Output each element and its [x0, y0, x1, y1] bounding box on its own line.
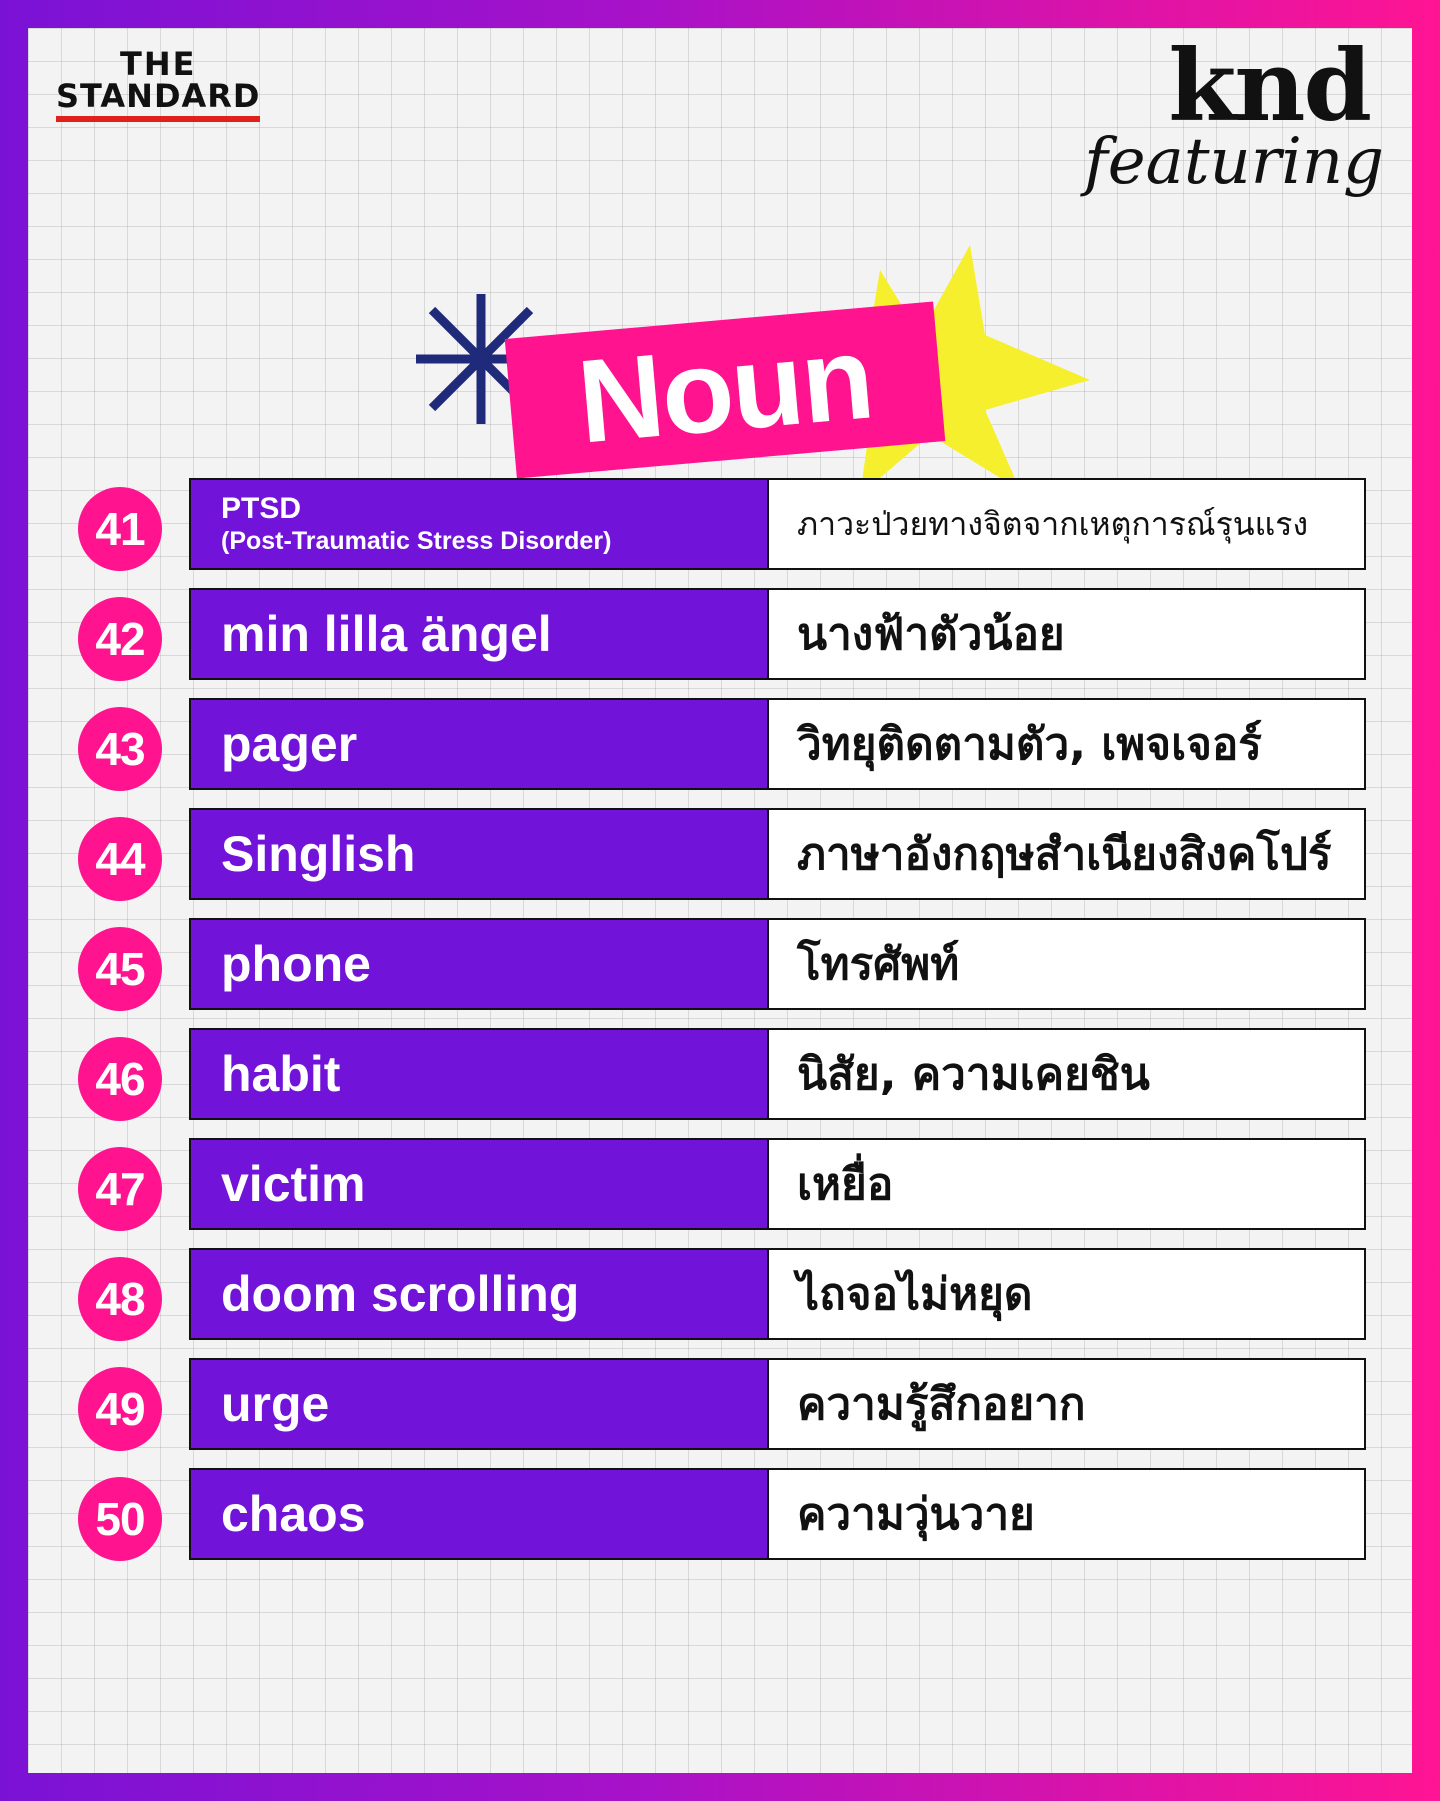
- english-term: doom scrolling: [189, 1248, 767, 1340]
- english-term: min lilla ängel: [189, 588, 767, 680]
- featuring-script: featuring: [1084, 125, 1384, 199]
- vocab-row-46: [0, 1028, 1440, 1124]
- vocab-row-50: [0, 1468, 1440, 1564]
- row-number: 46: [78, 1037, 162, 1121]
- vocab-row-42: [0, 588, 1440, 684]
- row-number: 49: [78, 1367, 162, 1451]
- noun-heading-text: Noun: [573, 311, 877, 469]
- thai-translation: เหยื่อ: [767, 1138, 1366, 1230]
- row-number: 41: [78, 487, 162, 571]
- english-term: victim: [189, 1138, 767, 1230]
- logo-underline: [56, 116, 260, 122]
- thai-translation: ความวุ่นวาย: [767, 1468, 1366, 1560]
- logo-line-2: STANDARD: [56, 77, 261, 115]
- thai-translation: ไถจอไม่หยุด: [767, 1248, 1366, 1340]
- row-number: 44: [78, 817, 162, 901]
- english-term: habit: [189, 1028, 767, 1120]
- row-number: 48: [78, 1257, 162, 1341]
- logo-line-1: THE: [120, 45, 197, 83]
- thai-translation: วิทยุติดตามตัว, เพจเจอร์: [767, 698, 1366, 790]
- row-number: 47: [78, 1147, 162, 1231]
- thai-translation: ภาวะป่วยทางจิตจากเหตุการณ์รุนแรง: [767, 478, 1366, 570]
- the-standard-logo: [56, 45, 261, 122]
- vocab-row-45: [0, 918, 1440, 1014]
- english-term: chaos: [189, 1468, 767, 1560]
- vocab-row-41: [0, 478, 1440, 574]
- vocab-row-47: [0, 1138, 1440, 1234]
- english-term-main: PTSD: [221, 492, 302, 526]
- english-term: Singlish: [189, 808, 767, 900]
- english-term: pager: [189, 698, 767, 790]
- vocab-row-49: [0, 1358, 1440, 1454]
- knd-wordmark: knd: [1168, 29, 1370, 144]
- thai-translation: ภาษาอังกฤษสำเนียงสิงคโปร์: [767, 808, 1366, 900]
- english-term-sub: (Post-Traumatic Stress Disorder): [221, 526, 612, 555]
- vocab-row-43: [0, 698, 1440, 794]
- row-number: 42: [78, 597, 162, 681]
- knd-featuring-logo: [1084, 29, 1384, 199]
- english-term: [189, 478, 767, 570]
- thai-translation: โทรศัพท์: [767, 918, 1366, 1010]
- english-term: urge: [189, 1358, 767, 1450]
- row-number: 50: [78, 1477, 162, 1561]
- english-term: phone: [189, 918, 767, 1010]
- row-number: 43: [78, 707, 162, 791]
- thai-translation: นิสัย, ความเคยชิน: [767, 1028, 1366, 1120]
- thai-translation: ความรู้สึกอยาก: [767, 1358, 1366, 1450]
- vocab-row-48: [0, 1248, 1440, 1344]
- row-number: 45: [78, 927, 162, 1011]
- thai-translation: นางฟ้าตัวน้อย: [767, 588, 1366, 680]
- vocab-row-44: [0, 808, 1440, 904]
